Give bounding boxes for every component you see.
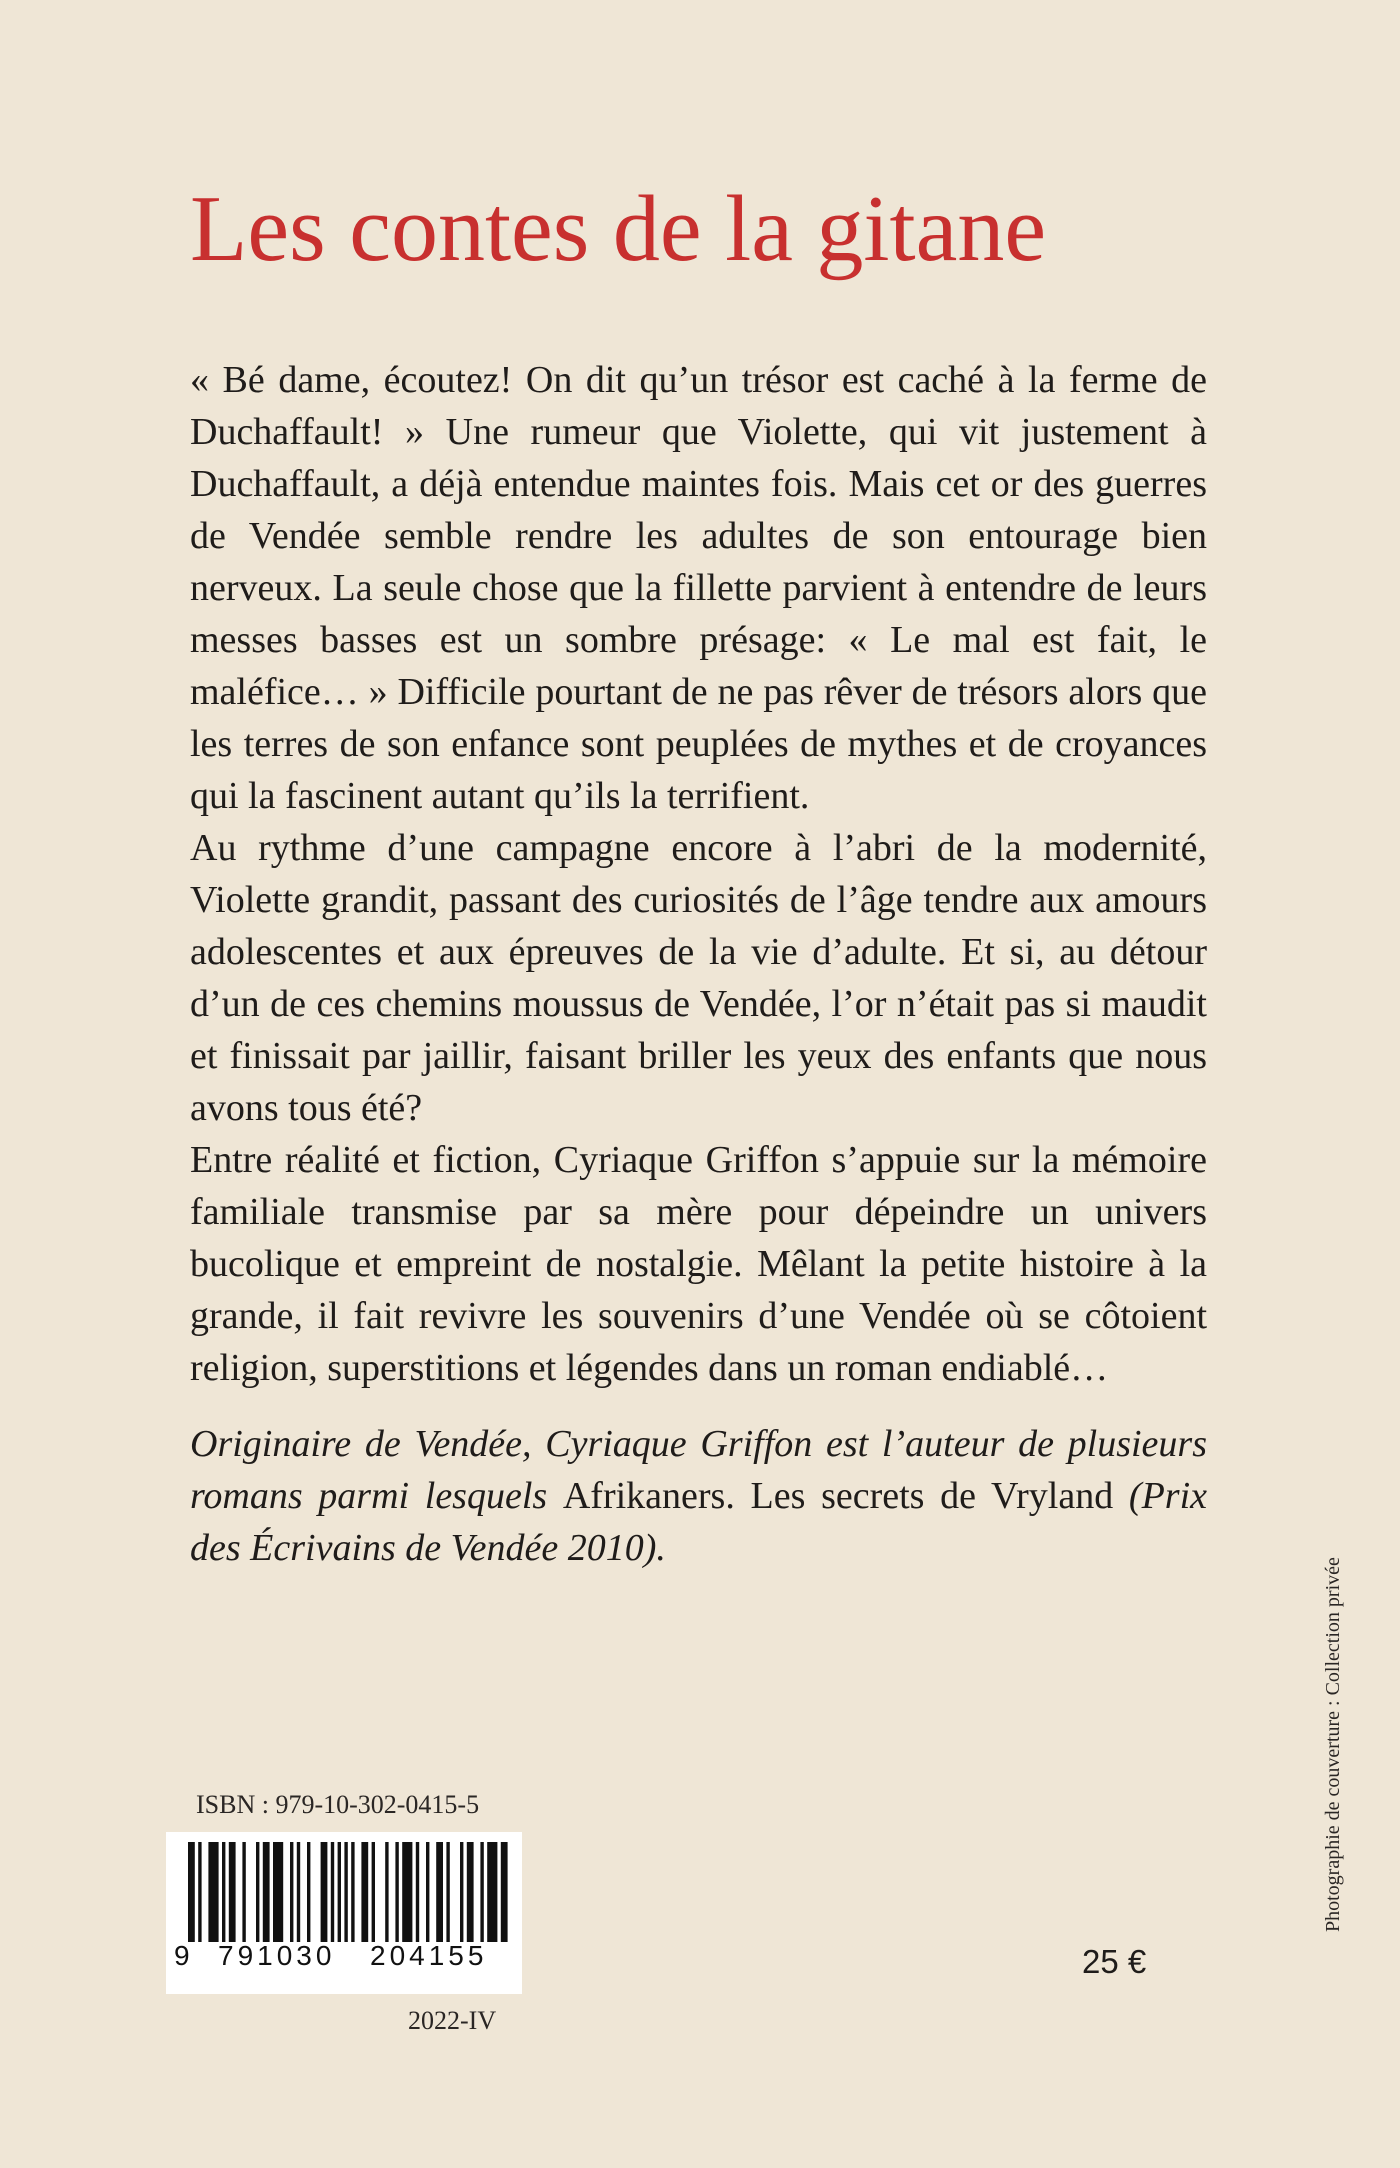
barcode-bar <box>222 1842 225 1942</box>
barcode-bar <box>273 1842 283 1942</box>
barcode-bar <box>501 1842 508 1942</box>
barcode-bar <box>188 1842 195 1942</box>
author-bio-book-title: Afrikaners. Les secrets de Vryland <box>562 1475 1114 1517</box>
barcode-bar <box>487 1842 497 1942</box>
author-bio-award: (Prix des Écrivains de Vendée 2010). <box>190 1475 1207 1569</box>
author-bio-intro: Originaire de Vendée, Cyriaque Griffon est l’auteur de plusieurs romans parmi lesquels <box>190 1423 1207 1517</box>
barcode-bar <box>416 1842 419 1942</box>
barcode-bar <box>242 1842 245 1942</box>
barcode-bar <box>290 1842 293 1942</box>
barcode-bar <box>338 1842 341 1942</box>
barcode-bar <box>446 1842 449 1942</box>
barcode-bar <box>372 1842 375 1942</box>
barcode-bar <box>361 1842 368 1942</box>
barcode-bar <box>198 1842 201 1942</box>
barcode-digits-right: 204155 <box>370 1940 488 1971</box>
barcode-bar <box>395 1842 398 1942</box>
book-title: Les contes de la gitane <box>190 177 1047 281</box>
edition-code: 2022-IV <box>408 2006 497 2035</box>
barcode-bar <box>385 1842 388 1942</box>
barcode-bar <box>208 1842 218 1942</box>
barcode-bar <box>351 1842 354 1942</box>
barcode-digits-left: 791030 <box>218 1940 336 1971</box>
barcode-bar <box>229 1842 236 1942</box>
price: 25 € <box>1082 1943 1147 1980</box>
barcode-bar <box>480 1842 483 1942</box>
barcode <box>166 1832 522 1994</box>
author-bio <box>190 1418 1207 1574</box>
barcode-bar <box>331 1842 334 1942</box>
barcode-bar <box>436 1842 443 1942</box>
barcode-digit-first: 9 <box>174 1940 190 1971</box>
barcode-bar <box>321 1842 328 1942</box>
barcode-bar <box>402 1842 412 1942</box>
barcode-bar <box>426 1842 429 1942</box>
barcode-bar <box>256 1842 259 1942</box>
blurb-paragraph: « Bé dame, écoutez! On dit qu’un trésor est caché à la ferme de Duchaffault! » Une rumeur que Violette, qui vit justement à Duchaffault, a déjà entendue maintes fois. Mais cet or des guerres de Vendée semble rendre les adultes de son entourage bien nerveux. La seule chose que la fillette parvient à entendre de leurs messes basses est un sombre présage: « Le mal est fait, le maléfice… » Difficile pourtant de ne pas rêver de trésors alors que les terres de son enfance sont peuplées de mythes et de croyances qui la fascinent autant qu’ils la terrifient. <box>190 359 1207 817</box>
barcode-digits <box>174 1940 518 1980</box>
blurb-paragraph: Entre réalité et fiction, Cyriaque Griffon s’appuie sur la mémoire familiale transmise par sa mère pour dépeindre un univers bucolique et empreint de nostalgie. Mêlant la petite histoire à la grande, il fait revivre les souvenirs d’une Vendée où se côtoient religion, superstitions et légendes dans un roman endiablé… <box>190 1139 1207 1389</box>
isbn-label: ISBN : 979-10-302-0415-5 <box>196 1790 480 1819</box>
back-cover-blurb <box>190 354 1207 1394</box>
blurb-paragraph: Au rythme d’une campagne encore à l’abri de la modernité, Violette grandit, passant des curiosités de l’âge tendre aux amours adolescentes et aux épreuves de la vie d’adulte. Et si, au détour d’un de ces chemins moussus de Vendée, l’or n’était pas si maudit et finissait par jaillir, faisant briller les yeux des enfants que nous avons tous été? <box>190 827 1207 1129</box>
barcode-bar <box>344 1842 347 1942</box>
barcode-bar <box>460 1842 463 1942</box>
barcode-bar <box>263 1842 270 1942</box>
barcode-bar <box>307 1842 310 1942</box>
barcode-bar <box>467 1842 474 1942</box>
barcode-bar <box>297 1842 300 1942</box>
photo-credit: Photographie de couverture : Collection privée <box>1322 1557 1344 1932</box>
